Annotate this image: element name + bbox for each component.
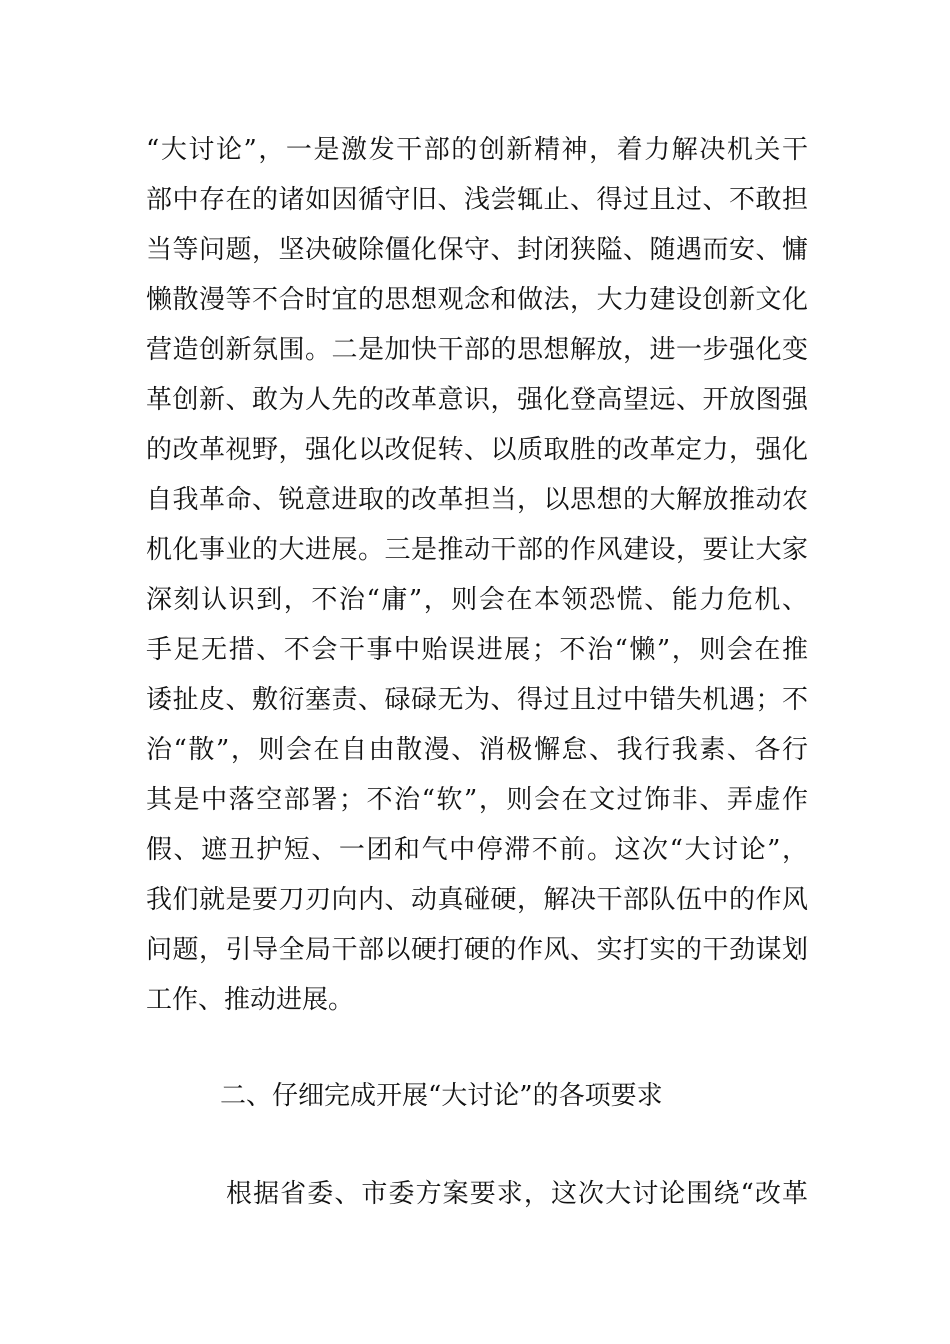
body-paragraph-line: 根据省委、市委方案要求，这次大讨论围绕“改革: [226, 1179, 808, 1209]
paragraph-line: 我们就是要刀刃向内、动真碰硬，解决干部队伍中的作风: [146, 885, 808, 915]
paragraph-line: 假、遮丑护短、一团和气中停滞不前。这次“大讨论”，: [146, 835, 808, 865]
paragraph-line: “大讨论”，一是激发干部的创新精神，着力解决机关干: [146, 135, 808, 165]
paragraph-line: 部中存在的诸如因循守旧、浅尝辄止、得过且过、不敢担: [146, 185, 808, 215]
paragraph-line: 营造创新氛围。二是加快干部的思想解放，进一步强化变: [146, 335, 808, 365]
section-heading: 二、仔细完成开展“大讨论”的各项要求: [220, 1081, 663, 1111]
paragraph-line: 深刻认识到，不治“庸”，则会在本领恐慌、能力危机、: [146, 585, 808, 615]
paragraph-line: 机化事业的大进展。三是推动干部的作风建设，要让大家: [146, 535, 808, 565]
paragraph-line: 其是中落空部署；不治“软”，则会在文过饰非、弄虚作: [146, 785, 808, 815]
paragraph-line: 当等问题，坚决破除僵化保守、封闭狭隘、随遇而安、慵: [146, 235, 808, 265]
paragraph-line: 的改革视野，强化以改促转、以质取胜的改革定力，强化: [146, 435, 808, 465]
paragraph-line: 治“散”，则会在自由散漫、消极懈怠、我行我素、各行: [146, 735, 808, 765]
paragraph-line: 革创新、敢为人先的改革意识，强化登高望远、开放图强: [146, 385, 808, 415]
paragraph-line: 自我革命、锐意进取的改革担当，以思想的大解放推动农: [146, 485, 808, 515]
paragraph-line: 诿扯皮、敷衍塞责、碌碌无为、得过且过中错失机遇；不: [146, 685, 808, 715]
paragraph-line: 问题，引导全局干部以硬打硬的作风、实打实的干劲谋划: [146, 935, 808, 965]
paragraph-line: 工作、推动进展。: [146, 985, 355, 1015]
paragraph-line: 懒散漫等不合时宜的思想观念和做法，大力建设创新文化: [146, 285, 808, 315]
body-paragraph: [146, 125, 808, 1025]
paragraph-line: 手足无措、不会干事中贻误进展；不治“懒”，则会在推: [146, 635, 808, 665]
